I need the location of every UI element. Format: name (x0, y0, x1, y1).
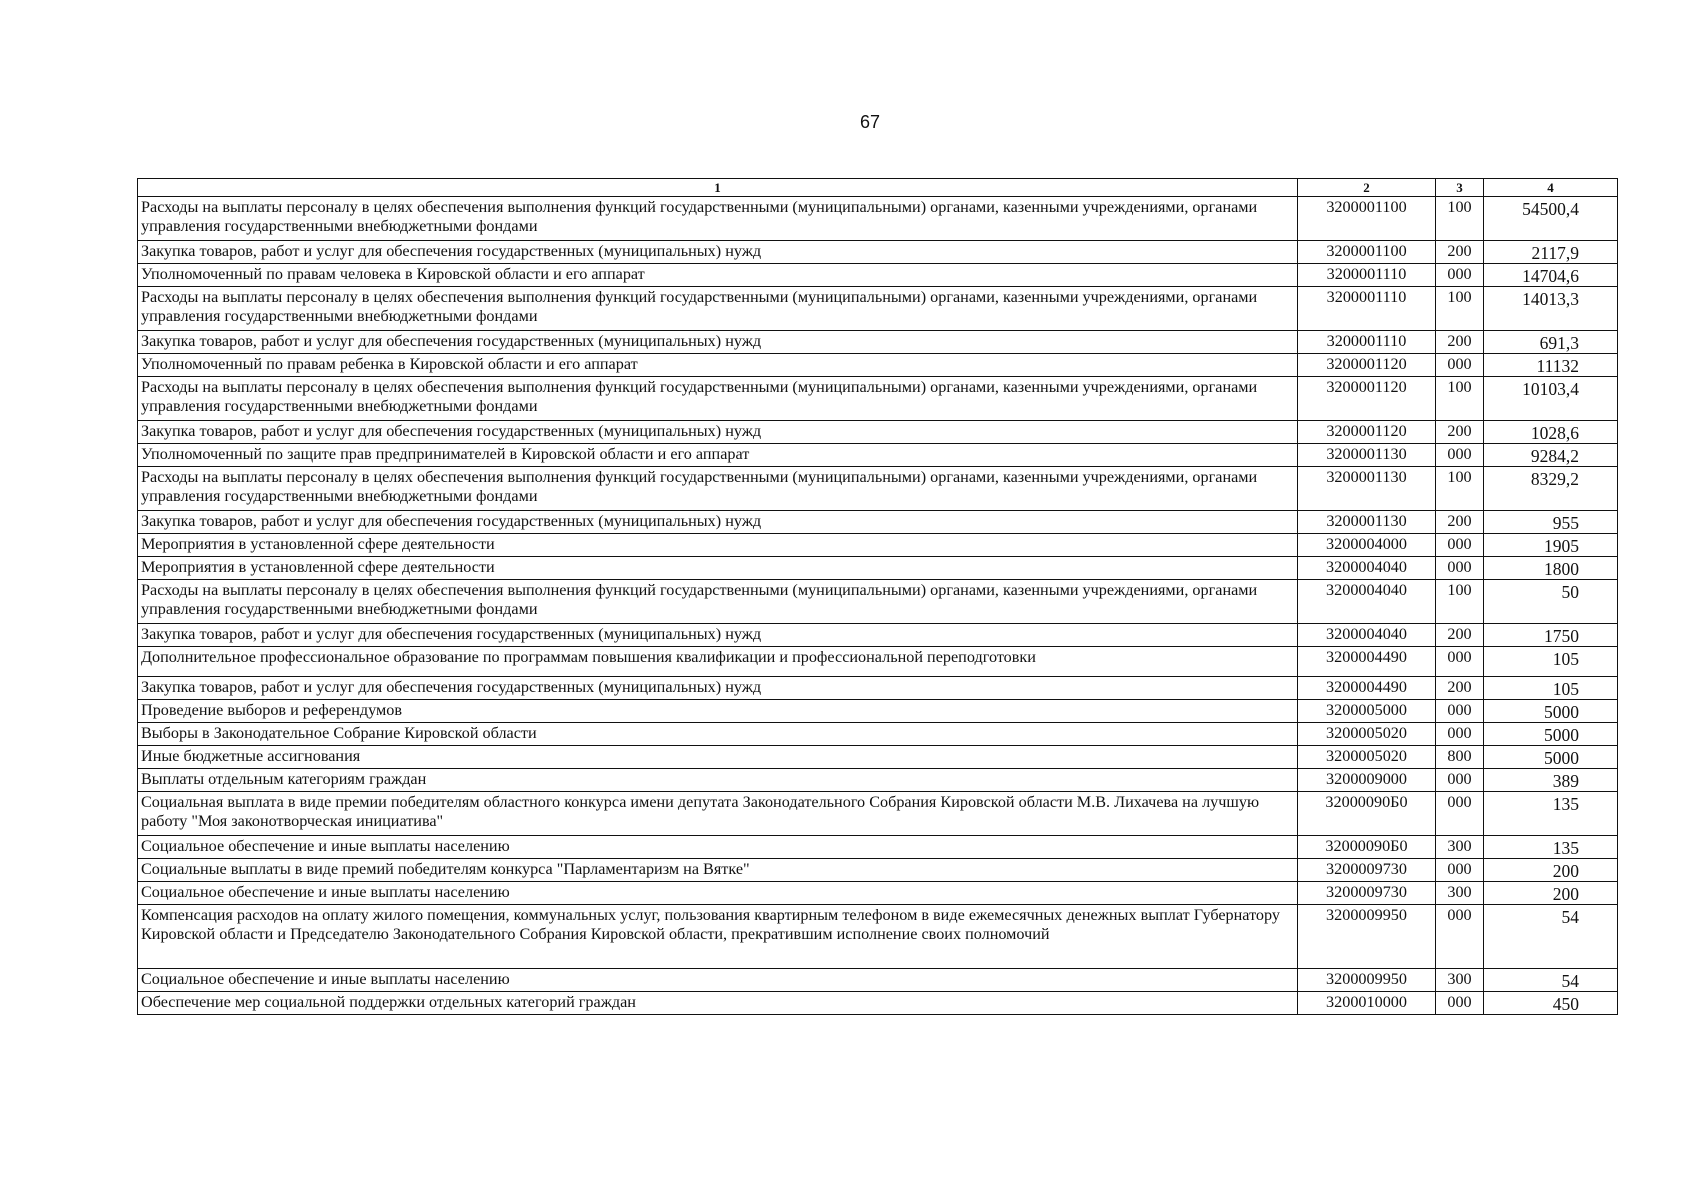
row-amount-cell: 450 (1484, 992, 1618, 1015)
row-name-cell: Иные бюджетные ассигнования (138, 746, 1298, 769)
row-name-cell: Уполномоченный по правам ребенка в Кировской области и его аппарат (138, 354, 1298, 377)
row-name-cell: Расходы на выплаты персоналу в целях обеспечения выполнения функций государственными (муниципальными) органами, казенными учреждениями, органами управления государственными внебюджетными фондами (138, 580, 1298, 624)
row-name-cell: Социальное обеспечение и иные выплаты населению (138, 882, 1298, 905)
row-name-cell: Уполномоченный по правам человека в Кировской области и его аппарат (138, 264, 1298, 287)
row-amount-cell: 691,3 (1484, 331, 1618, 354)
row-code-cell: 3200004490 (1298, 647, 1436, 677)
row-code-cell: 3200005000 (1298, 700, 1436, 723)
table-row (138, 421, 1618, 444)
table-row (138, 241, 1618, 264)
row-type-cell: 000 (1436, 700, 1484, 723)
row-type-cell: 000 (1436, 647, 1484, 677)
row-amount-cell: 8329,2 (1484, 467, 1618, 511)
row-name-cell: Мероприятия в установленной сфере деятельности (138, 557, 1298, 580)
row-code-cell: 3200001100 (1298, 241, 1436, 264)
row-amount-cell: 389 (1484, 769, 1618, 792)
row-type-cell: 000 (1436, 859, 1484, 882)
table-row (138, 677, 1618, 700)
row-type-cell: 000 (1436, 992, 1484, 1015)
row-type-cell: 000 (1436, 792, 1484, 836)
row-amount-cell: 1905 (1484, 534, 1618, 557)
row-type-cell: 200 (1436, 241, 1484, 264)
row-type-cell: 200 (1436, 624, 1484, 647)
row-code-cell: 3200005020 (1298, 723, 1436, 746)
row-name-cell: Социальное обеспечение и иные выплаты населению (138, 836, 1298, 859)
row-code-cell: 3200001120 (1298, 354, 1436, 377)
row-amount-cell: 135 (1484, 792, 1618, 836)
row-code-cell: 3200001110 (1298, 264, 1436, 287)
table-row (138, 769, 1618, 792)
row-code-cell: 3200001120 (1298, 377, 1436, 421)
row-amount-cell: 54 (1484, 905, 1618, 969)
row-amount-cell: 1028,6 (1484, 421, 1618, 444)
row-code-cell: 3200009950 (1298, 905, 1436, 969)
table-row (138, 905, 1618, 969)
row-type-cell: 300 (1436, 882, 1484, 905)
row-code-cell: 32000090Б0 (1298, 836, 1436, 859)
row-code-cell: 3200001110 (1298, 331, 1436, 354)
row-name-cell: Обеспечение мер социальной поддержки отдельных категорий граждан (138, 992, 1298, 1015)
column-header-4: 4 (1484, 179, 1618, 197)
row-type-cell: 200 (1436, 677, 1484, 700)
row-name-cell: Выплаты отдельным категориям граждан (138, 769, 1298, 792)
row-amount-cell: 11132 (1484, 354, 1618, 377)
row-name-cell: Закупка товаров, работ и услуг для обеспечения государственных (муниципальных) нужд (138, 331, 1298, 354)
row-type-cell: 000 (1436, 769, 1484, 792)
row-code-cell: 3200009950 (1298, 969, 1436, 992)
table-row (138, 534, 1618, 557)
row-amount-cell: 5000 (1484, 723, 1618, 746)
row-type-cell: 300 (1436, 969, 1484, 992)
table-row (138, 746, 1618, 769)
table-row (138, 557, 1618, 580)
row-name-cell: Расходы на выплаты персоналу в целях обеспечения выполнения функций государственными (муниципальными) органами, казенными учреждениями, органами управления государственными внебюджетными фондами (138, 467, 1298, 511)
row-code-cell: 3200004490 (1298, 677, 1436, 700)
column-header-2: 2 (1298, 179, 1436, 197)
table-row (138, 264, 1618, 287)
row-name-cell: Закупка товаров, работ и услуг для обеспечения государственных (муниципальных) нужд (138, 421, 1298, 444)
row-amount-cell: 54500,4 (1484, 197, 1618, 241)
row-code-cell: 3200005020 (1298, 746, 1436, 769)
table-body (138, 197, 1618, 1015)
row-code-cell: 3200004040 (1298, 557, 1436, 580)
row-name-cell: Проведение выборов и референдумов (138, 700, 1298, 723)
row-name-cell: Мероприятия в установленной сфере деятельности (138, 534, 1298, 557)
row-amount-cell: 1800 (1484, 557, 1618, 580)
table-row (138, 444, 1618, 467)
table-row (138, 331, 1618, 354)
row-code-cell: 32000090Б0 (1298, 792, 1436, 836)
row-amount-cell: 955 (1484, 511, 1618, 534)
table-row (138, 580, 1618, 624)
row-name-cell: Расходы на выплаты персоналу в целях обеспечения выполнения функций государственными (муниципальными) органами, казенными учреждениями, органами управления государственными внебюджетными фондами (138, 287, 1298, 331)
row-name-cell: Выборы в Законодательное Собрание Кировской области (138, 723, 1298, 746)
row-amount-cell: 10103,4 (1484, 377, 1618, 421)
table-row (138, 700, 1618, 723)
row-type-cell: 000 (1436, 557, 1484, 580)
table-row (138, 511, 1618, 534)
row-type-cell: 100 (1436, 580, 1484, 624)
row-name-cell: Закупка товаров, работ и услуг для обеспечения государственных (муниципальных) нужд (138, 241, 1298, 264)
table-row (138, 287, 1618, 331)
row-amount-cell: 14704,6 (1484, 264, 1618, 287)
row-code-cell: 3200001130 (1298, 467, 1436, 511)
row-code-cell: 3200009000 (1298, 769, 1436, 792)
row-type-cell: 200 (1436, 331, 1484, 354)
table-row (138, 992, 1618, 1015)
row-code-cell: 3200001130 (1298, 511, 1436, 534)
table-row (138, 969, 1618, 992)
row-type-cell: 200 (1436, 511, 1484, 534)
row-name-cell: Социальная выплата в виде премии победителям областного конкурса имени депутата Законодательного Собрания Кировской области М.В. Лихачева на лучшую работу "Моя законотворческая инициатива" (138, 792, 1298, 836)
row-type-cell: 000 (1436, 444, 1484, 467)
row-code-cell: 3200004040 (1298, 580, 1436, 624)
row-name-cell: Закупка товаров, работ и услуг для обеспечения государственных (муниципальных) нужд (138, 624, 1298, 647)
row-amount-cell: 9284,2 (1484, 444, 1618, 467)
table-row (138, 836, 1618, 859)
table-row (138, 624, 1618, 647)
row-type-cell: 800 (1436, 746, 1484, 769)
row-code-cell: 3200004040 (1298, 624, 1436, 647)
row-amount-cell: 105 (1484, 647, 1618, 677)
row-amount-cell: 200 (1484, 859, 1618, 882)
table-row (138, 197, 1618, 241)
row-type-cell: 300 (1436, 836, 1484, 859)
row-type-cell: 100 (1436, 287, 1484, 331)
row-code-cell: 3200001130 (1298, 444, 1436, 467)
table-row (138, 859, 1618, 882)
row-name-cell: Дополнительное профессиональное образование по программам повышения квалификации и профессиональной переподготовки (138, 647, 1298, 677)
table-header (138, 179, 1618, 197)
row-code-cell: 3200004000 (1298, 534, 1436, 557)
header-row (138, 179, 1618, 197)
row-amount-cell: 50 (1484, 580, 1618, 624)
row-amount-cell: 5000 (1484, 746, 1618, 769)
row-code-cell: 3200001100 (1298, 197, 1436, 241)
column-header-3: 3 (1436, 179, 1484, 197)
row-amount-cell: 14013,3 (1484, 287, 1618, 331)
table-row (138, 467, 1618, 511)
row-type-cell: 000 (1436, 905, 1484, 969)
row-amount-cell: 105 (1484, 677, 1618, 700)
row-name-cell: Закупка товаров, работ и услуг для обеспечения государственных (муниципальных) нужд (138, 677, 1298, 700)
page-number: 67 (859, 112, 881, 132)
row-name-cell: Закупка товаров, работ и услуг для обеспечения государственных (муниципальных) нужд (138, 511, 1298, 534)
row-type-cell: 100 (1436, 377, 1484, 421)
row-code-cell: 3200001120 (1298, 421, 1436, 444)
row-code-cell: 3200010000 (1298, 992, 1436, 1015)
row-name-cell: Уполномоченный по защите прав предпринимателей в Кировской области и его аппарат (138, 444, 1298, 467)
row-amount-cell: 5000 (1484, 700, 1618, 723)
row-name-cell: Социальные выплаты в виде премий победителям конкурса "Парламентаризм на Вятке" (138, 859, 1298, 882)
row-type-cell: 100 (1436, 197, 1484, 241)
table-row (138, 723, 1618, 746)
row-type-cell: 000 (1436, 264, 1484, 287)
row-amount-cell: 54 (1484, 969, 1618, 992)
table-row (138, 647, 1618, 677)
budget-table (137, 178, 1618, 1015)
table-row (138, 792, 1618, 836)
column-header-1: 1 (138, 179, 1298, 197)
row-name-cell: Расходы на выплаты персоналу в целях обеспечения выполнения функций государственными (муниципальными) органами, казенными учреждениями, органами управления государственными внебюджетными фондами (138, 377, 1298, 421)
row-type-cell: 200 (1436, 421, 1484, 444)
row-name-cell: Компенсация расходов на оплату жилого помещения, коммунальных услуг, пользования квартирным телефоном в виде ежемесячных денежных выплат Губернатору Кировской области и Председателю Законодательного Собрания Кировской области, прекратившим исполнение своих полномочий (138, 905, 1298, 969)
row-code-cell: 3200001110 (1298, 287, 1436, 331)
row-code-cell: 3200009730 (1298, 859, 1436, 882)
row-amount-cell: 135 (1484, 836, 1618, 859)
row-name-cell: Расходы на выплаты персоналу в целях обеспечения выполнения функций государственными (муниципальными) органами, казенными учреждениями, органами управления государственными внебюджетными фондами (138, 197, 1298, 241)
row-amount-cell: 1750 (1484, 624, 1618, 647)
table-row (138, 882, 1618, 905)
row-type-cell: 000 (1436, 354, 1484, 377)
row-code-cell: 3200009730 (1298, 882, 1436, 905)
row-name-cell: Социальное обеспечение и иные выплаты населению (138, 969, 1298, 992)
table-row (138, 354, 1618, 377)
table-row (138, 377, 1618, 421)
row-type-cell: 000 (1436, 534, 1484, 557)
row-type-cell: 100 (1436, 467, 1484, 511)
row-amount-cell: 2117,9 (1484, 241, 1618, 264)
row-type-cell: 000 (1436, 723, 1484, 746)
row-amount-cell: 200 (1484, 882, 1618, 905)
